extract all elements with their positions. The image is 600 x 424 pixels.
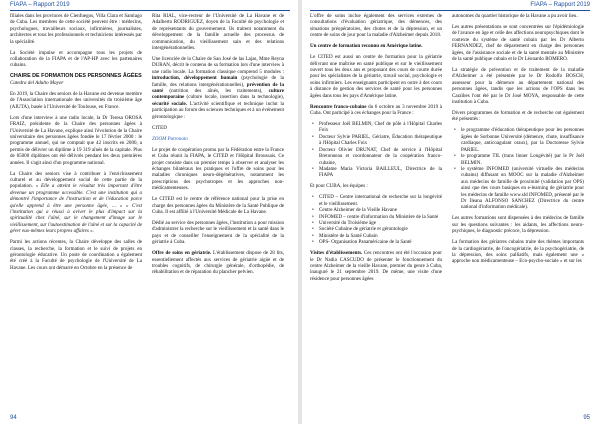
paragraph: Le projet de coopération promu par la Fédération entre la France et Cuba réunit la FIAPA, le CITED et l'Hôpital Broussais. Ce projet consiste dans un premier temps à observer et analyser les échanges bilatéraux les pratiques et l'offre de soins pour les maladies chroniques neuro-dégénératives, notamment les prescriptions des psychotropes et les approches non-médicamenteuses. xyxy=(152,146,284,192)
right-page-number: 95 xyxy=(583,415,590,421)
list-item: • le programme d'éducation thérapeutique pour les personnes âgées de Sorbonne Université (démence, chute, insuffisance cardiaque, anticoagulant oraux), par la Doctoresse Sylvie PARIEL. xyxy=(461,127,584,153)
text-run-bold: prévention de la santé xyxy=(152,81,284,95)
column-1 xyxy=(10,13,142,276)
paragraph: Les autres présentations se sont concentrées sur l'épidémiologie de l'avance en âge et celle des affections neuropsychiques dont le contexte du système de santé cubain par les Dr Alberto FERNANDEZ, chef de département en charge des personnes âgées, de l'assistance sociale et de la santé mentale au Ministère de la santé publique cubain et le Dr Léonardo ROMERO. xyxy=(452,24,584,63)
paragraph: Rita RIAL, vice-recteur de l'Université de La Havane et de Adalberto RODRIGUEZ, doyen de la Faculté de psychologie et de représentants du gouvernement. Ils traitent notamment du développement de la famille actuelle des processus de communication, du vieillissement sain et des relations intergénérationnelles. xyxy=(152,13,284,52)
text-run: L'établissement dispose de 28 lits, essentiellement affectés aux services de gériatrie aigüe et de troubles cognitifs, de chirurgie générale, d'orthopédie, de réhabilitation et de réparation du plancher pelvien. xyxy=(152,250,284,276)
section-heading: Un centre de formation reconnu en Amérique latine. xyxy=(310,43,423,50)
left-header-rule xyxy=(10,10,290,11)
paragraph: Divers programmes de formation et de recherche ont également été présentés : xyxy=(452,110,584,123)
list-item: • Docteur Sylvie PARIEL, Gériatre, Éducation thérapeutique à l'Hôpital Charles Foix xyxy=(319,134,442,147)
section-heading: CHAIRE DE FORMATION DES PERSONNES ÂGÉES xyxy=(10,73,142,80)
left-page xyxy=(0,0,298,424)
text-run-bold: Visites d'établissements. xyxy=(310,250,363,257)
quote: « Elle a atteint le résultat très important d'être devenue un programme accessible. C'est une institution qui a démontré l'importance de l'instruction et de l'éducation parce qu'elle apprend à être une personne âgée, … » « C'est l'institution qui a réussi à aviver le plus d'impact sur la spiritualité chez l'aîné, sur le changement d'image sur le vieillissement, sur l'autoestimation de l'aîné et sur la capacité de gérer eux-mêmes leurs propres affaires ». xyxy=(10,183,142,235)
text-run: Une licenciée de la Chaire de San José de las Lajas, Mme Reyna DURAN, décrit le contenu de sa formation lors d'une interview à une radio locale. La formation classique comprend 5 modules : xyxy=(152,56,284,75)
paragraph: La formation des gériatres cubains traite des thèmes importants de la cardiogériatrie, de l'oncogériatrie, de la psychogériatrie, de la dépression, des soins palliatifs, mais également une « approche non médicamenteuse – Eco-psycho-sociale » et sur les xyxy=(452,239,584,265)
column-4 xyxy=(452,13,584,269)
text-run: (nutrition des aînés, les traitements), xyxy=(163,88,269,95)
paragraph: Lors d'une interview à une radio locale, la Dr Teresa OROSA FRAIZ, présidente de la Chaire des personnes âgées à l'Université de La Havane, explique ainsi l'évolution de la Chaire universitaire des personnes âgées fondée le 17 février 2000 : le programme annuel, qui ne comptait que 42 inscrits en 2000, a permis de délivrer un diplôme à 19 319 aînés de la capitale. Plus de 85000 diplômes ont été délivrés pendant les deux premières années. Il s'agit ainsi d'un programme national. xyxy=(10,114,142,166)
text-run-bold: sécurité sociale. xyxy=(152,100,188,107)
text-run: (psychologie de la famille, des relations intergénérationnelles), xyxy=(152,75,285,88)
text-run: Ces rencontres ont été l'occasion pour le Dr Nadia CASCUDO de présenter le fonctionnement du centre Alzheimer de la vieille Havane, premier du genre à Cuba, inauguré le 21 septembre 2019. De même, une visite d'une résidence pour personnes âgées xyxy=(310,250,442,282)
paragraph: Dédié au service des personnes âgées, l'institution a pour mission d'administrer la recherche sur le vieillissement et la santé dans le pays et de conseiller l'enseignement de la spécialité de la gériatrie à Cuba. xyxy=(152,219,284,246)
text-run: La Chaire des seniors vise à contribuer à l'enrichissement culturel et au développement social de cette partie de la population. xyxy=(10,170,142,190)
paragraph: L'offre de soins inclue également des services externes de consultations d'évaluation gériatrique, des démences, des situations préopératoires, des chutes et de la dépression, et un centre de soins de jour pour la maladie d'Alzheimer depuis 2018. xyxy=(310,13,442,39)
list-item: • Ministère de la Santé Cubain xyxy=(319,233,442,239)
list-item: • INFOMED – centre d'information du Ministère de la Santé xyxy=(319,214,442,220)
paragraph xyxy=(152,250,284,276)
paragraph: Le CITED est le centre de référence national pour la prise en charge des personnes âgées du Ministère de la Santé Publique de Cuba. Il est affilié à l'Université Médicale de La Havane. xyxy=(152,196,284,215)
text-run-bold: introduction, développement humain xyxy=(152,75,238,82)
zoom-caption: ZOOM Patronato xyxy=(152,135,188,142)
left-header-title: FIAPA – Rapport 2019 xyxy=(10,2,70,8)
list-item: • CITED – Centre international de recherche sur la longévité et le vieillissement. xyxy=(319,194,442,207)
text-run: (culture locale, insertion dans la technologie), xyxy=(184,94,284,101)
paragraph: En 2019, la Chaire des seniors de la Havane est devenue membre de l'Association internationale des universités du troisième âge (AIUTA), basée à l'Université de Toulouse, en France. xyxy=(10,90,142,110)
paragraph: Le CITED est aussi un centre de formation pour la gériatrie délivrant une maîtrise en santé publique et sur le vieillissement ouvert tous les deux ans et proposant des cours de courte durée pour les spécialistes de la gériatrie, travail social, psychologie et soins infirmiers. Les enseignants participent en outre à des cours à distance de gestion des services de santé pour les personnes âgées dans tous les pays d'Amérique latine. xyxy=(310,54,442,99)
list-item: • le système INFOMED (université virtuelle des médecins cubains) diffusant un MOOC sur la maladie d'Alzheimer aux médecins de famille de proximité (validation par OPS) ainsi que des cours basiques en e-learning de gériatrie pour les médecins de famille www.sld INFOMED, présenté par le Dr Ileana ALFONSO SANCHEZ (Directrice du centre national d'information médicale). xyxy=(461,166,584,211)
left-page-number: 94 xyxy=(10,415,17,421)
list-item: • Société Cubaine de gériatrie et gérontologie xyxy=(319,226,442,232)
text-run: du 6 octobre au 3 novembre 2019 à Cuba. Ont participé à ces échanges pour la France : xyxy=(310,103,442,117)
text-run-bold: Offre de soins en gériatrie. xyxy=(152,250,212,257)
list-item: • le programme TIL (trans linner Longévité) par le Pr Joël BELMIN. xyxy=(461,153,584,166)
right-page xyxy=(302,0,600,424)
paragraph xyxy=(152,56,284,120)
cited-label: CITED xyxy=(152,124,167,131)
paragraph: filiales dans les provinces de Cienfuegos, Villa Clara et Santiago de Cuba. Les membres de cette société peuvent être : médecins, psychologues, travailleurs sociaux, infirmières, journalistes, architectes et tous les professionnels et techniciens intéressés par la spécialité. xyxy=(10,13,142,45)
paragraph: La Société impulse et accompagne tous les projets de collaboration de la FIAPA et de l'AP-HP avec les partenaires cubains. xyxy=(10,49,142,69)
paragraph xyxy=(310,104,442,117)
text-run: L'activité scientifique et technique inclut la participation au forum des sciences techniques et à un événement gérontologique : xyxy=(152,100,284,120)
paragraph: Et pour CUBA, les équipes : xyxy=(310,183,368,190)
right-header-rule xyxy=(310,10,590,11)
participants-cuba-list xyxy=(310,194,442,245)
paragraph: Les autres formations sont dispensées à des médecins de famille sur les questions suivantes : les aidants, les affections neuro-psychiques, le diagnostic précoce, la dépression. xyxy=(452,215,584,235)
column-2 xyxy=(152,13,284,280)
section-subtitle: Catedra del Adulto Mayor xyxy=(10,79,64,86)
list-item: • Professeur Joël BELMIN, Chef de pôle à l'Hôpital Charles Foix xyxy=(319,121,442,134)
column-3 xyxy=(310,13,442,287)
text-run-bold: culture contemporaine xyxy=(152,88,284,101)
list-item: • Centre Alzheimer de la Vieille Havane xyxy=(319,207,442,213)
list-item: • OPS- Organisation Panaméricaine de la Santé xyxy=(319,239,442,245)
paragraph xyxy=(10,171,142,235)
text-run-bold: Rencontre franco-cubaine xyxy=(310,103,367,110)
right-header-title: FIAPA – Rapport 2019 xyxy=(530,2,590,8)
list-item: • Université du Troisième âge xyxy=(319,220,442,226)
paragraph: autonomes du quartier historique de la Havane a pu avoir lieu. xyxy=(452,13,578,19)
paragraph: Parmi les actions récentes, la Chaire développe des salles de classes, la recherche, la formation et le suivi de projets en gérontologie éducative. Un poste de coordination a également été créé à la Faculté de psychologie de l'Université de La Havane. Les cours ont démarré en Octobre en la présence de xyxy=(10,239,142,271)
list-item: • Madame Maria Victoria BAILLEUL, Directrice de la FIAPA xyxy=(319,166,442,179)
paragraph: La stratégie de prévention et de traitement de la maladie d'Alzheimer a été présentée par le Dr Rodolfo BOSCH, assesseur pour la démence au département national des personnes âgées, tandis que les actions de l'OPS dans les Caraïbes l'ont été par le Dr José MOYA, responsable de cette institution à Cuba. xyxy=(452,67,584,106)
programs-list xyxy=(452,127,584,210)
list-item: • Docteur Olivier DRUNAT, Chef de service à l'Hôpital Bretonneau et coordonnateur de la coopération franco-cubaine, xyxy=(319,147,442,166)
participants-france-list xyxy=(310,121,442,179)
paragraph xyxy=(310,250,442,282)
